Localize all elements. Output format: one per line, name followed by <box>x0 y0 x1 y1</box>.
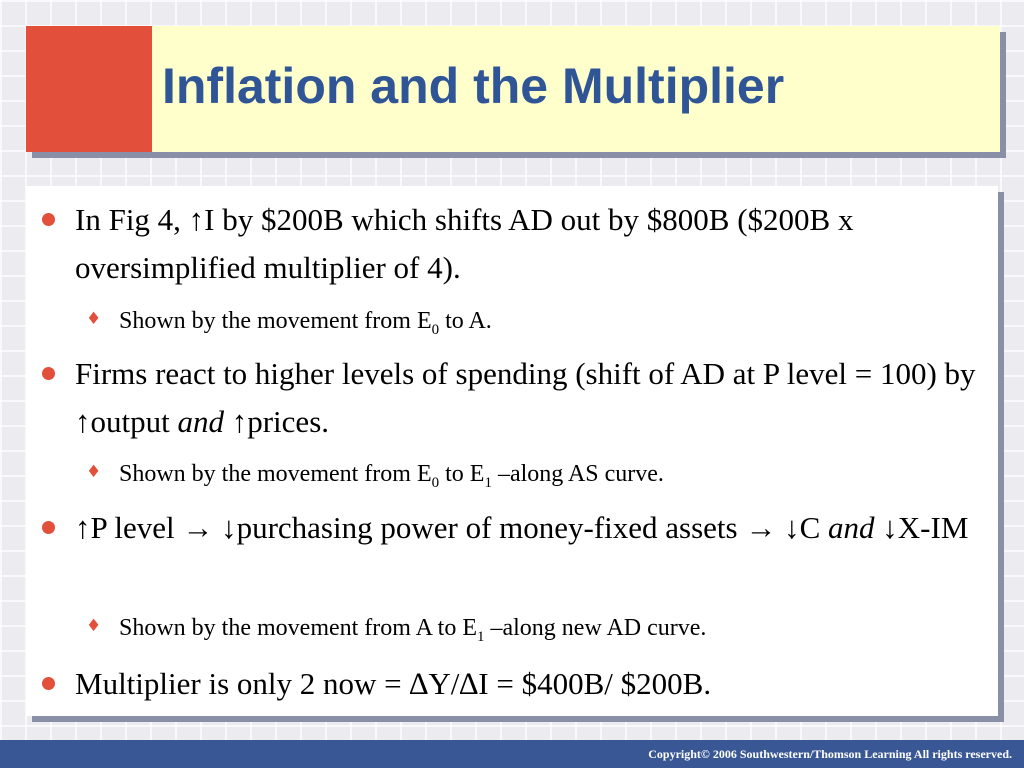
sub-bullet-3-part-a: Shown by the movement from A to E <box>119 615 477 641</box>
sub-bullet-3-text <box>119 613 966 643</box>
bullet-3-italic: and <box>828 510 875 545</box>
bullet-2-italic: and <box>177 404 224 439</box>
sub-bullet-2-subscript-0: 0 <box>431 474 440 491</box>
bullet-2-text <box>75 350 986 446</box>
sub-bullet-2-subscript-1: 1 <box>484 474 492 491</box>
bullet-3-text <box>75 504 986 552</box>
sub-bullet-3 <box>86 613 966 643</box>
bullet-1-text: In Fig 4, ↑I by $200B which shifts AD out by $800B ($200B x oversimplified multiplier of 4). <box>75 202 854 285</box>
diamond-bullet-icon: ♦ <box>86 616 102 636</box>
bullet-dot-icon <box>42 677 55 690</box>
title-accent-block <box>26 26 152 152</box>
sub-bullet-3-part-c: –along new AD curve. <box>484 615 707 641</box>
sub-bullet-1-part-a: Shown by the movement from E <box>119 308 432 334</box>
bullet-3-part-a: ↑P level → ↓purchasing power of money-fixed assets → ↓C <box>75 510 829 545</box>
bullet-4-text: Multiplier is only 2 now = ∆Y/∆I = $400B/ $200B. <box>75 666 712 701</box>
bullet-1 <box>36 196 986 292</box>
sub-bullet-2-text <box>119 459 966 489</box>
sub-bullet-3-subscript: 1 <box>476 628 485 645</box>
bullet-dot-icon <box>42 213 55 226</box>
bullet-3 <box>36 504 986 552</box>
bullet-dot-icon <box>42 521 55 534</box>
sub-bullet-1-part-c: to A. <box>439 308 492 334</box>
bullet-4 <box>36 660 986 708</box>
slide-title: Inflation and the Multiplier <box>162 58 785 114</box>
bullet-2 <box>36 350 986 446</box>
sub-bullet-1-subscript: 0 <box>431 321 440 338</box>
copyright-notice: Copyright© 2006 Southwestern/Thomson Learning All rights reserved. <box>648 747 1012 761</box>
sub-bullet-2-part-e: –along AS curve. <box>491 461 664 487</box>
bullet-2-part-a: Firms react to higher levels of spending (shift of AD at P level = 100) by ↑output <box>75 356 976 439</box>
diamond-bullet-icon: ♦ <box>86 462 102 482</box>
content-box <box>26 186 998 716</box>
diamond-bullet-icon: ♦ <box>86 309 102 329</box>
title-box <box>26 26 1000 152</box>
sub-bullet-2-part-c: to E <box>439 461 485 487</box>
sub-bullet-1 <box>86 306 966 336</box>
sub-bullet-1-text <box>119 306 966 336</box>
sub-bullet-2-part-a: Shown by the movement from E <box>119 461 432 487</box>
footer-bar <box>0 740 1024 768</box>
bullet-2-part-b: ↑prices. <box>223 404 330 439</box>
bullet-3-part-b: ↓X-IM <box>874 510 969 545</box>
sub-bullet-2 <box>86 459 966 489</box>
bullet-dot-icon <box>42 367 55 380</box>
